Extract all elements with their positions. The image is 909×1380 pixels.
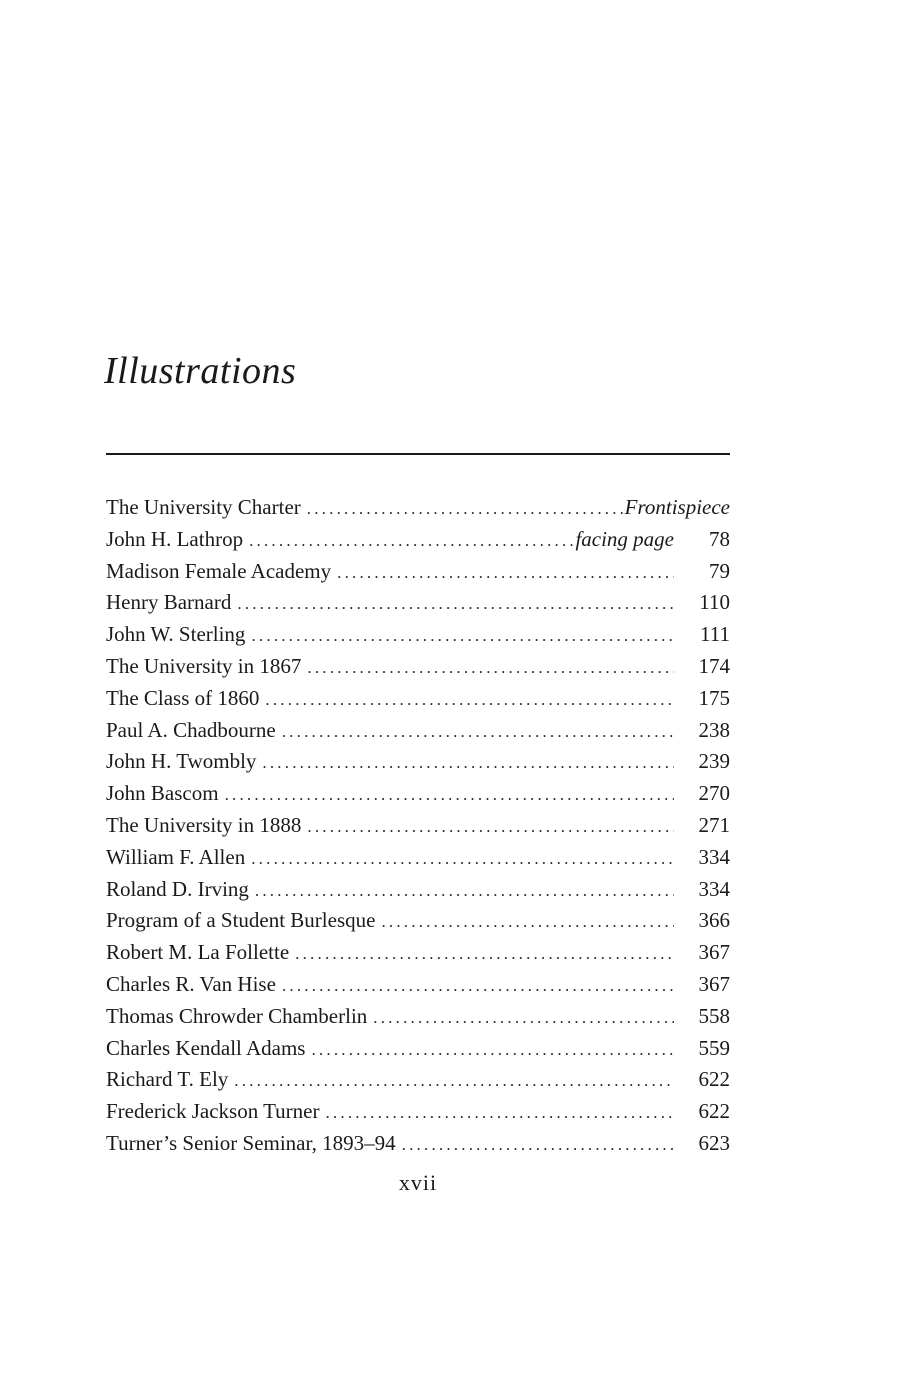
list-item xyxy=(106,559,730,591)
dot-leader xyxy=(337,563,674,583)
entry-page: 111 xyxy=(700,622,730,647)
entry-title: Madison Female Academy xyxy=(106,558,332,583)
entry-page: 334 xyxy=(698,844,730,869)
page-title: Illustrations xyxy=(104,350,297,392)
list-item xyxy=(106,940,730,972)
entry-page: 271 xyxy=(698,812,730,837)
entry-title: Thomas Chrowder Chamberlin xyxy=(106,1003,368,1028)
illustrations-list xyxy=(106,495,730,1163)
dot-leader xyxy=(251,849,674,869)
dot-leader xyxy=(249,531,573,551)
list-item xyxy=(106,1067,730,1099)
list-item xyxy=(106,1099,730,1131)
dot-leader xyxy=(282,722,674,742)
list-item xyxy=(106,527,730,559)
list-item xyxy=(106,1004,730,1036)
entry-page: 239 xyxy=(698,749,730,774)
dot-leader xyxy=(262,753,674,773)
entry-page: 78 xyxy=(709,526,730,551)
list-item xyxy=(106,781,730,813)
entry-note: facing page xyxy=(575,526,674,551)
entry-page: 334 xyxy=(698,876,730,901)
list-item xyxy=(106,622,730,654)
dot-leader xyxy=(307,817,674,837)
list-item xyxy=(106,654,730,686)
entry-page: 270 xyxy=(698,781,730,806)
dot-leader xyxy=(251,626,674,646)
entry-page: 367 xyxy=(698,971,730,996)
entry-page: 623 xyxy=(698,1130,730,1155)
entry-title: Charles R. Van Hise xyxy=(106,971,276,996)
entry-page: 622 xyxy=(698,1067,730,1092)
dot-leader xyxy=(307,499,625,519)
entry-page: 366 xyxy=(698,908,730,933)
dot-leader xyxy=(325,1103,674,1123)
entry-title: Charles Kendall Adams xyxy=(106,1035,306,1060)
dot-leader xyxy=(234,1071,674,1091)
entry-title: William F. Allen xyxy=(106,844,246,869)
dot-leader xyxy=(282,976,674,996)
entry-title: Program of a Student Burlesque xyxy=(106,908,376,933)
entry-title: Paul A. Chadbourne xyxy=(106,717,276,742)
list-item xyxy=(106,590,730,622)
entry-page: 558 xyxy=(698,1003,730,1028)
dot-leader xyxy=(225,785,674,805)
entry-title: John Bascom xyxy=(106,781,219,806)
entry-title: Turner’s Senior Seminar, 1893–94 xyxy=(106,1130,396,1155)
entry-title: John H. Lathrop xyxy=(106,526,244,551)
entry-title: Roland D. Irving xyxy=(106,876,249,901)
entry-title: John W. Sterling xyxy=(106,622,246,647)
entry-page: 559 xyxy=(698,1035,730,1060)
list-item xyxy=(106,813,730,845)
entry-title: The University Charter xyxy=(106,495,301,519)
entry-title: Frederick Jackson Turner xyxy=(106,1099,320,1124)
dot-leader xyxy=(373,1008,674,1028)
list-item xyxy=(106,845,730,877)
entry-title: Robert M. La Follette xyxy=(106,940,290,965)
list-item xyxy=(106,718,730,750)
dot-leader xyxy=(295,944,674,964)
dot-leader xyxy=(402,1135,674,1155)
entry-title: John H. Twombly xyxy=(106,749,257,774)
entry-page: 238 xyxy=(698,717,730,742)
entry-title: The University in 1867 xyxy=(106,653,302,678)
list-item xyxy=(106,686,730,718)
dot-leader xyxy=(381,912,674,932)
page-number: xvii xyxy=(398,1170,438,1195)
list-item xyxy=(106,972,730,1004)
title-rule xyxy=(106,453,730,455)
entry-page: 79 xyxy=(709,558,730,583)
list-item xyxy=(106,749,730,781)
entry-page: 174 xyxy=(698,653,730,678)
entry-page: 367 xyxy=(698,940,730,965)
dot-leader xyxy=(311,1040,674,1060)
entry-page: 622 xyxy=(698,1099,730,1124)
entry-title: Henry Barnard xyxy=(106,590,232,615)
list-item xyxy=(106,1131,730,1163)
list-item xyxy=(106,495,730,527)
dot-leader xyxy=(307,658,674,678)
list-item xyxy=(106,908,730,940)
entry-title: The Class of 1860 xyxy=(106,685,260,710)
list-item xyxy=(106,1036,730,1068)
entry-page: 110 xyxy=(699,590,730,615)
dot-leader xyxy=(265,690,674,710)
dot-leader xyxy=(237,594,674,614)
entry-page: 175 xyxy=(698,685,730,710)
entry-title: Richard T. Ely xyxy=(106,1067,229,1092)
dot-leader xyxy=(255,881,674,901)
list-item xyxy=(106,877,730,909)
entry-page: Frontispiece xyxy=(624,495,730,519)
entry-title: The University in 1888 xyxy=(106,812,302,837)
